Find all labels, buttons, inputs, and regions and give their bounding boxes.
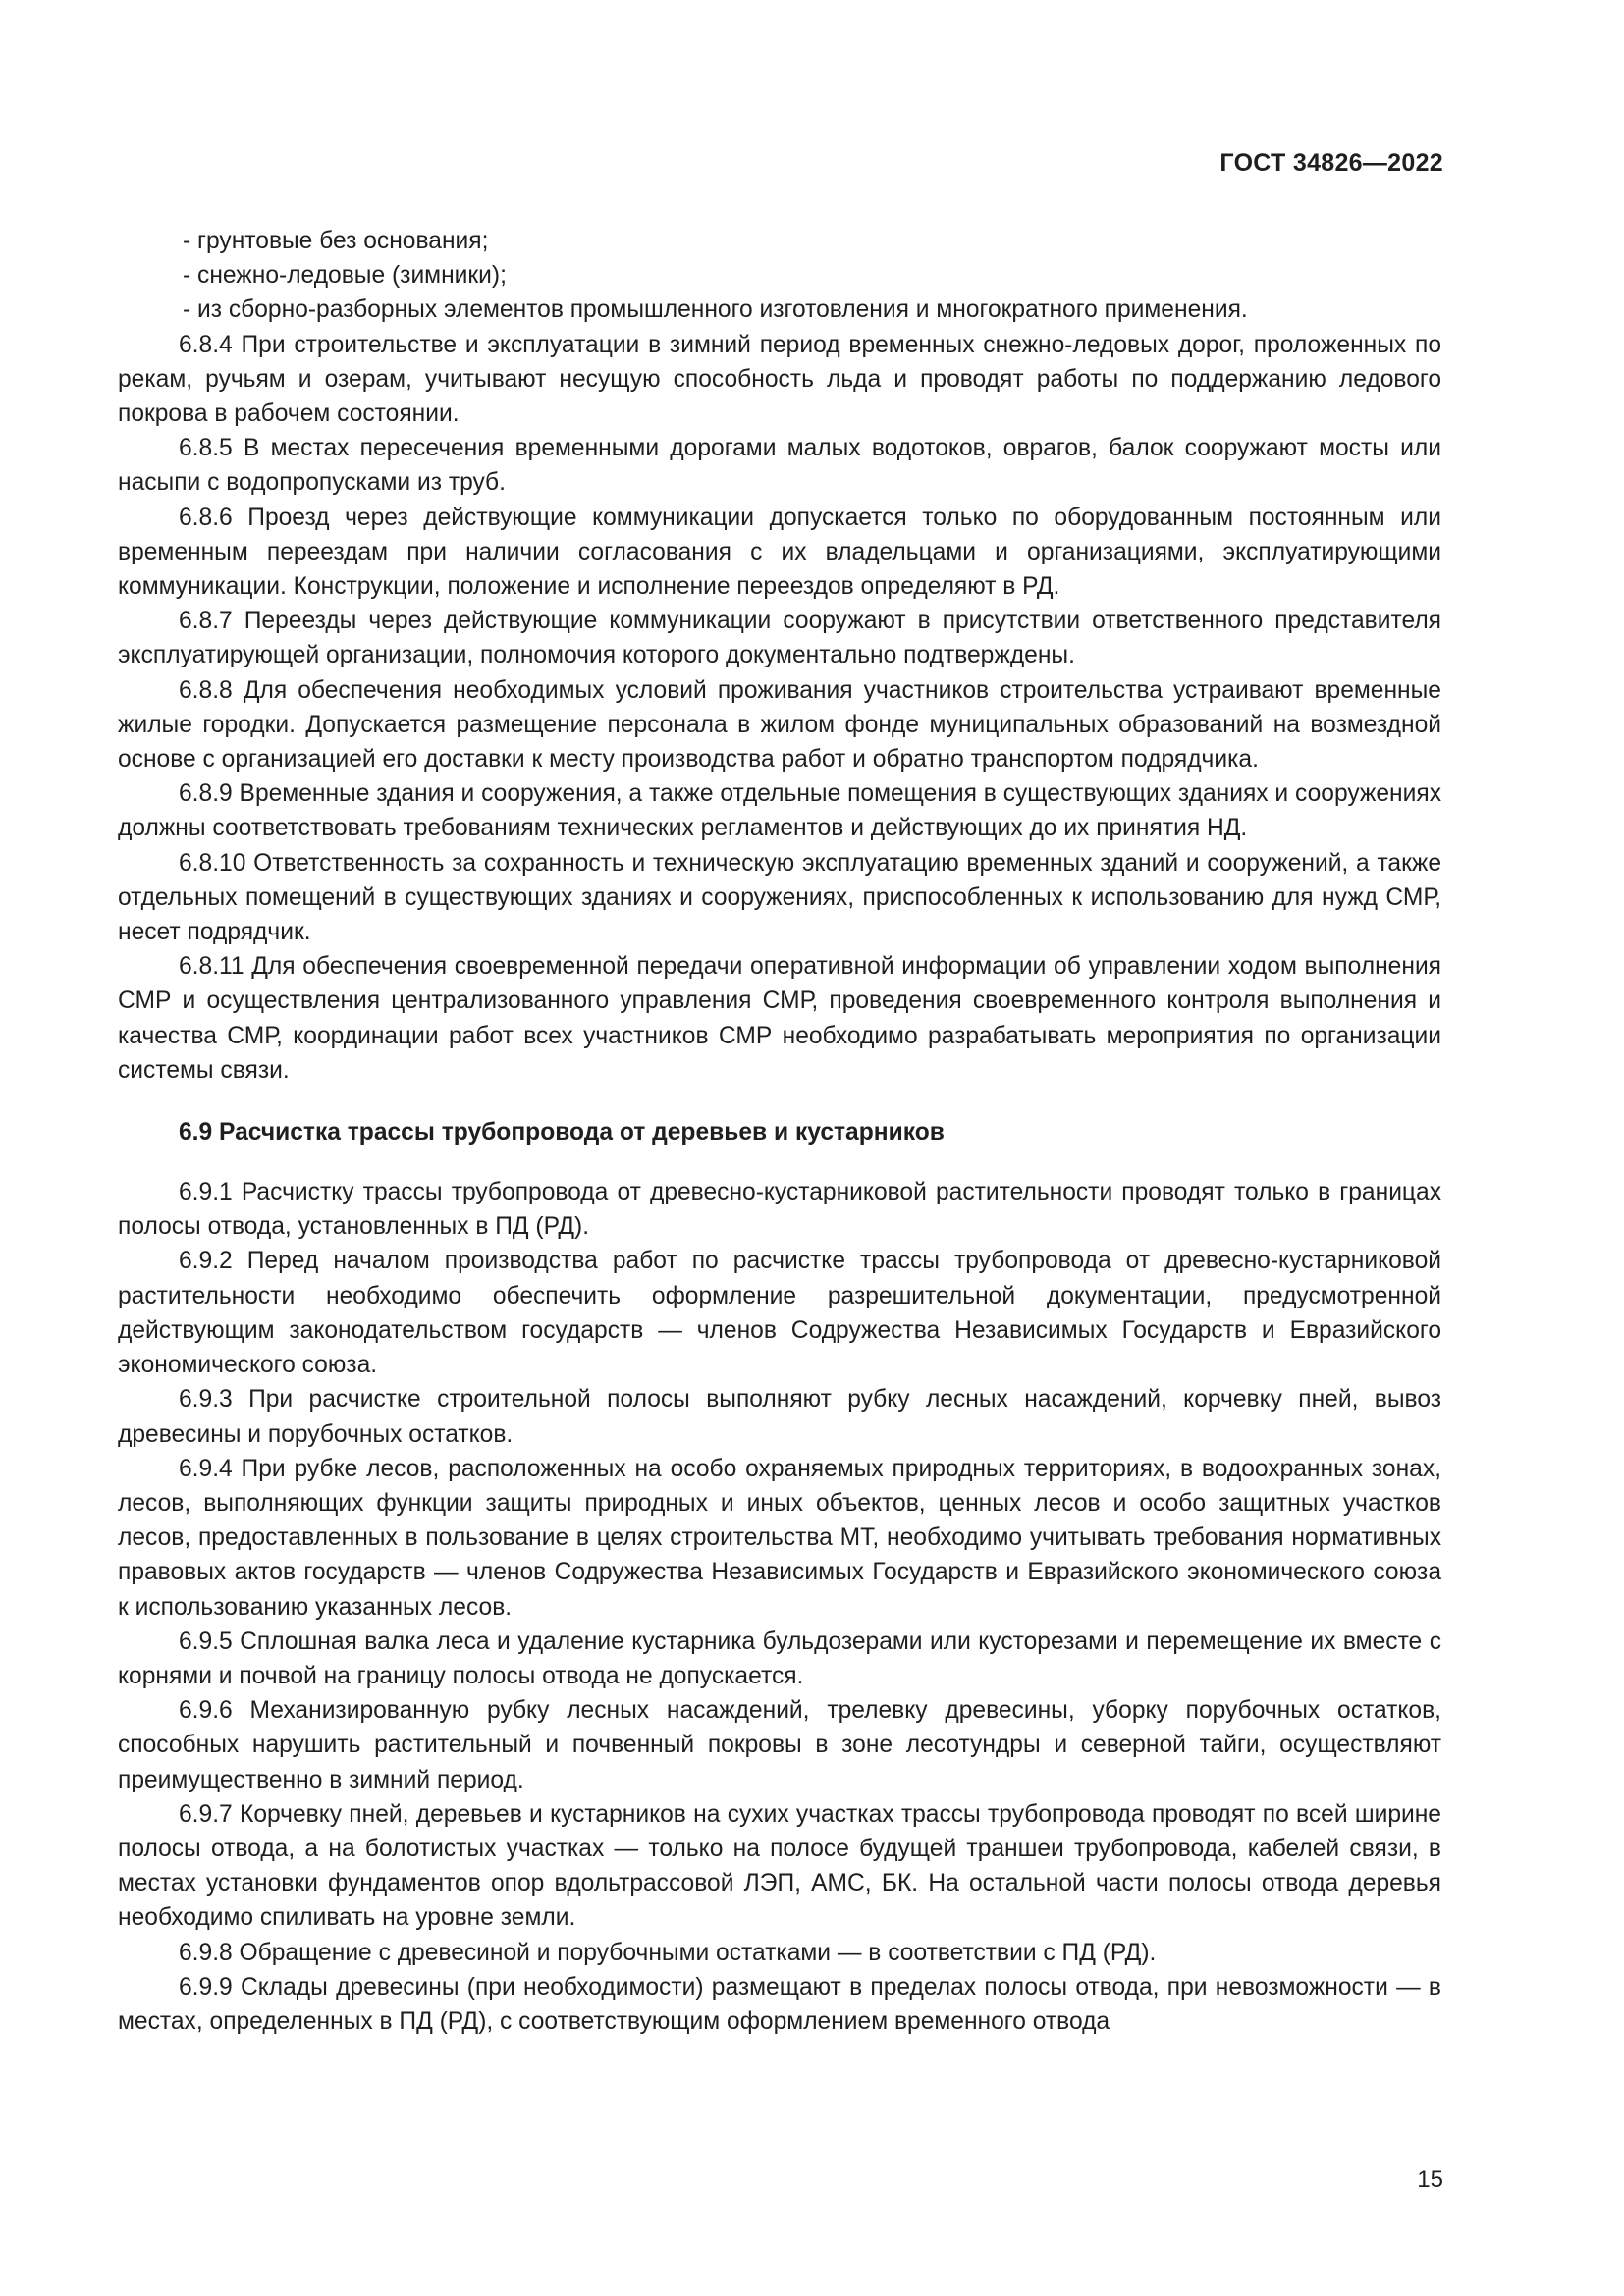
- list-item: - грунтовые без основания;: [183, 228, 489, 254]
- paragraph-6-9-8: 6.9.8 Обращение с древесиной и порубочными остатками — в соответствии с ПД (РД).: [179, 1939, 1157, 1966]
- paragraph-6-8-6: 6.8.6 Проезд через действующие коммуникации допускается только по оборудованным постоянным или временным переездам при наличии согласования с их владельцами и организациями, эксплуатирующими коммуникации. Конструкции, положение и исполнение переездов определяют в РД.: [118, 504, 1441, 601]
- paragraph-6-9-5: 6.9.5 Сплошная валка леса и удаление кустарника бульдозерами или кусторезами и перемещение их вместе с корнями и почвой на границу полосы отвода не допускается.: [118, 1628, 1441, 1689]
- page-number: 15: [1417, 2166, 1443, 2193]
- paragraph-6-8-11: 6.8.11 Для обеспечения своевременной передачи оперативной информации об управлении ходом выполнения СМР и осуществления централизованного управления СМР, проведения своевременного контроля выполнения и качества СМР, координации работ всех участников СМР необходимо разрабатывать мероприятия по организации системы связи.: [118, 953, 1441, 1084]
- paragraph-6-9-2: 6.9.2 Перед началом производства работ по расчистке трассы трубопровода от древесно-кустарниковой растительности необходимо обеспечить оформление разрешительной документации, предусмотренной действующим законодательством государств — членов Содружества Независимых Государств и Евразийского экономического союза.: [118, 1248, 1441, 1379]
- list-item: - снежно-ледовые (зимники);: [183, 262, 507, 290]
- document-standard-code: ГОСТ 34826—2022: [1219, 149, 1443, 177]
- list-item: - из сборно-разборных элементов промышленного изготовления и многократного применения.: [183, 296, 1248, 324]
- paragraph-6-9-3: 6.9.3 При расчистке строительной полосы выполняют рубку лесных насаждений, корчевку пней, вывоз древесины и порубочных остатков.: [118, 1386, 1441, 1448]
- paragraph-6-8-4: 6.8.4 При строительстве и эксплуатации в зимний период временных снежно-ледовых дорог, проложенных по рекам, ручьям и озерам, учитывают несущую способность льда и проводят работы по поддержанию ледового покрова в рабочем состоянии.: [118, 331, 1441, 428]
- document-body: [118, 224, 1441, 2039]
- paragraph-6-9-1: 6.9.1 Расчистку трассы трубопровода от древесно-кустарниковой растительности проводят только в границах полосы отвода, установленных в ПД (РД).: [118, 1179, 1441, 1241]
- paragraph-6-8-8: 6.8.8 Для обеспечения необходимых условий проживания участников строительства устраивают временные жилые городки. Допускается размещение персонала в жилом фонде муниципальных образований на возмездной основе с организацией его доставки к месту производства работ и обратно транспортом подрядчика.: [118, 676, 1441, 774]
- paragraph-6-8-10: 6.8.10 Ответственность за сохранность и техническую эксплуатацию временных зданий и сооружений, а также отдельных помещений в существующих зданиях и сооружениях, приспособленных к использованию для нужд СМР, несет подрядчик.: [118, 849, 1441, 946]
- paragraph-6-8-7: 6.8.7 Переезды через действующие коммуникации сооружают в присутствии ответственного представителя эксплуатирующей организации, полномочия которого документально подтверждены.: [118, 608, 1441, 669]
- paragraph-6-9-7: 6.9.7 Корчевку пней, деревьев и кустарников на сухих участках трассы трубопровода проводят по всей ширине полосы отвода, а на болотистых участках — только на полосе будущей траншеи трубопровода, кабелей связи, в местах установки фундаментов опор вдольтрассовой ЛЭП, АМС, БК. На остальной части полосы отвода деревья необходимо спиливать на уровне земли.: [118, 1800, 1441, 1932]
- paragraph-6-9-9: 6.9.9 Склады древесины (при необходимости) размещают в пределах полосы отвода, при невозможности — в местах, определенных в ПД (РД), с соответствующим оформлением временного отвода: [118, 1973, 1441, 2035]
- paragraph-6-9-6: 6.9.6 Механизированную рубку лесных насаждений, трелевку древесины, уборку порубочных остатков, способных нарушить растительный и почвенный покровы в зоне лесотундры и северной тайги, осуществляют преимущественно в зимний период.: [118, 1697, 1441, 1793]
- paragraph-6-8-9: 6.8.9 Временные здания и сооружения, а также отдельные помещения в существующих зданиях и сооружениях должны соответствовать требованиям технических регламентов и действующих до их принятия НД.: [118, 780, 1441, 842]
- paragraph-6-9-4: 6.9.4 При рубке лесов, расположенных на особо охраняемых природных территориях, в водоохранных зонах, лесов, выполняющих функции защиты природных и иных объектов, ценных лесов и особо защитных участков лесов, предоставленных в пользование в целях строительства МТ, необходимо учитывать требования нормативных правовых актов государств — членов Содружества Независимых Государств и Евразийского экономического союза к использованию указанных лесов.: [118, 1455, 1441, 1621]
- paragraph-6-8-5: 6.8.5 В местах пересечения временными дорогами малых водотоков, оврагов, балок сооружают мосты или насыпи с водопропусками из труб.: [118, 435, 1441, 497]
- section-heading-6-9: 6.9 Расчистка трассы трубопровода от деревьев и кустарников: [179, 1119, 945, 1147]
